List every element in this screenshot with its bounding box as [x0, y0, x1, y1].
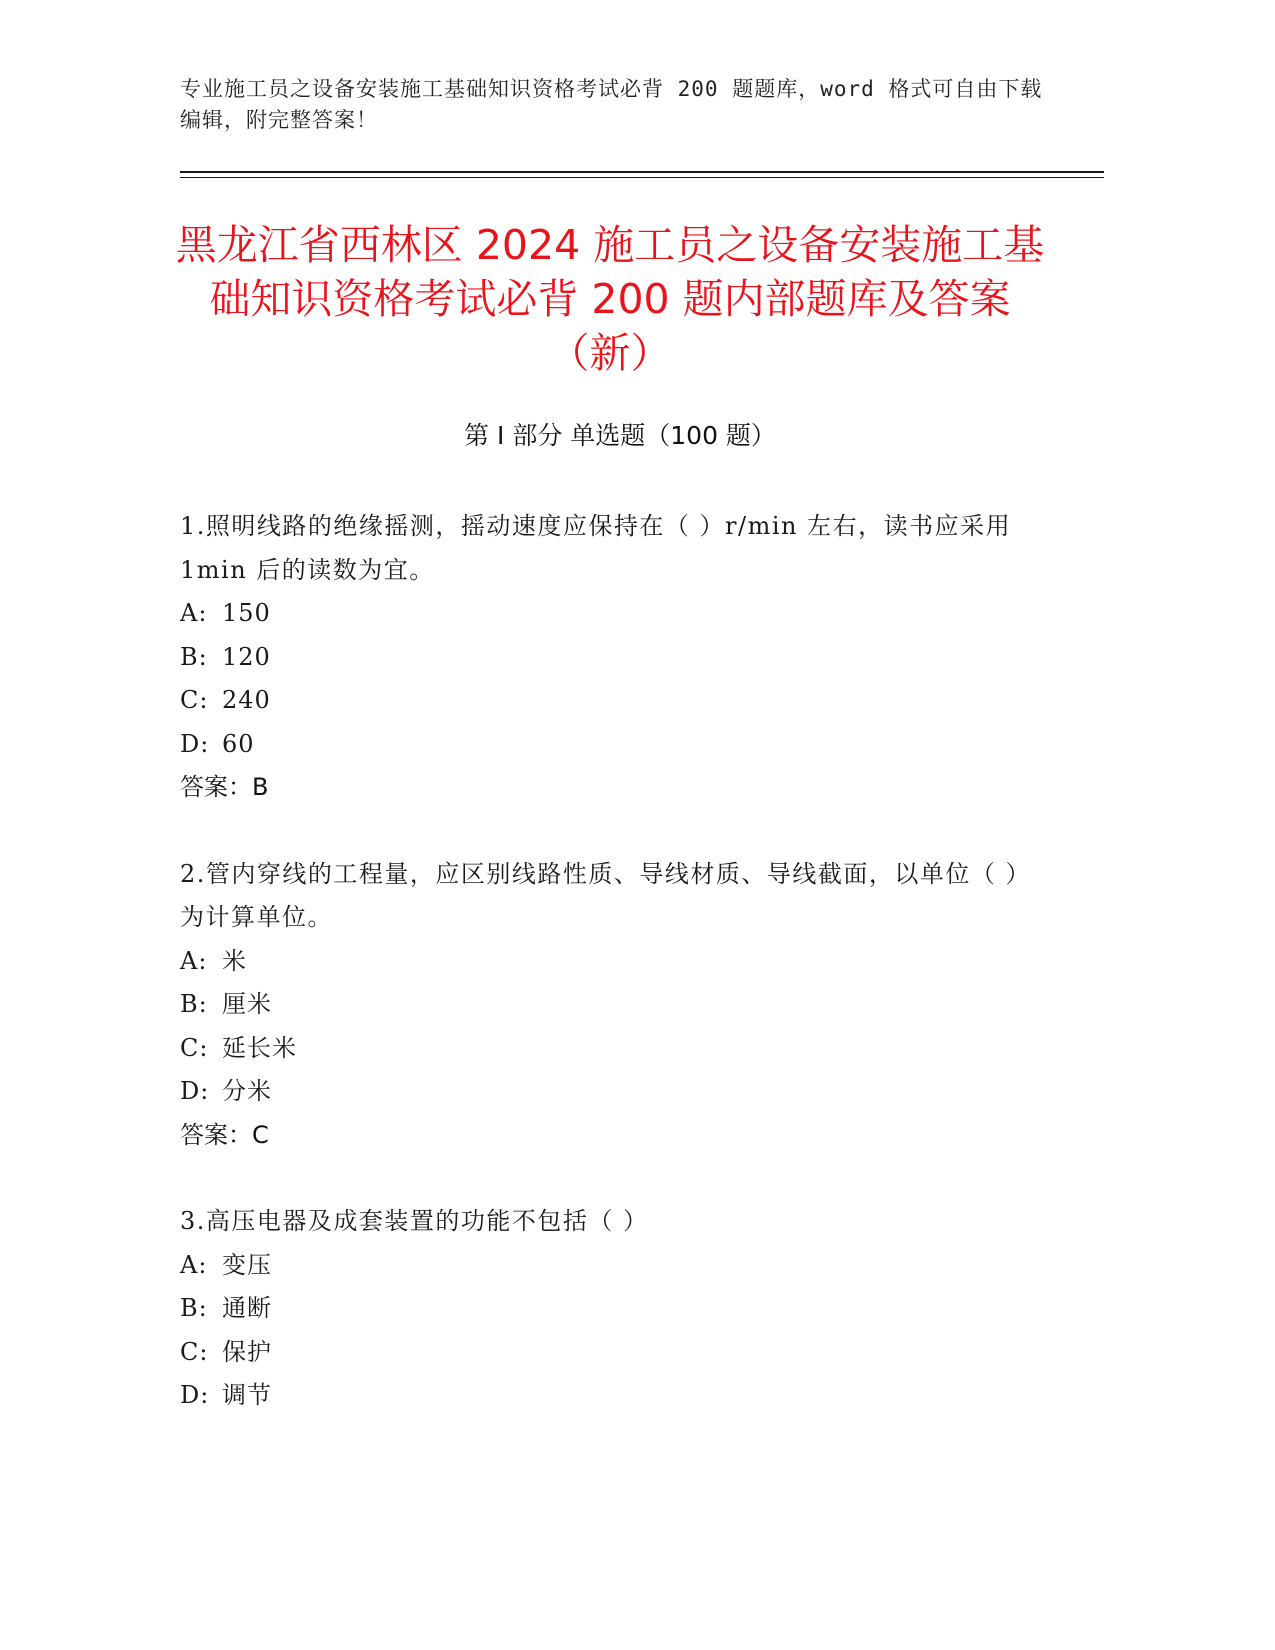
option-text: 120	[222, 642, 271, 671]
option-letter: C:	[180, 1033, 209, 1062]
question-list	[180, 505, 1040, 1461]
header-divider-thick	[180, 171, 1104, 173]
option-b	[180, 983, 1040, 1027]
option-text: 150	[222, 599, 271, 627]
option-letter: D:	[180, 1381, 210, 1409]
option-d	[180, 723, 1040, 767]
question-stem: 2.管内穿线的工程量，应区别线路性质、导线材质、导线截面，以单位（ ）为计算单位。	[180, 859, 1032, 931]
option-letter: A:	[180, 599, 208, 627]
option-text: 变压	[222, 1250, 272, 1279]
section-heading: 第 I 部分 单选题（100 题）	[464, 421, 776, 450]
answer-line: 答案：B	[180, 773, 269, 801]
document-title: 黑龙江省西林区 2024 施工员之设备安装施工基础知识资格考试必背 200 题内部题库及答案（新）	[175, 221, 1045, 377]
option-text: 通断	[222, 1294, 272, 1322]
option-b	[180, 636, 1040, 680]
option-c	[180, 1027, 1040, 1071]
option-text: 延长米	[222, 1033, 297, 1062]
option-d	[180, 1070, 1040, 1114]
answer-line: 答案：C	[180, 1120, 269, 1149]
option-text: 60	[222, 729, 255, 758]
question-stem: 1.照明线路的绝缘摇测，摇动速度应保持在（ ）r/min 左右，读书应采用 1min 后的读数为宜。	[180, 512, 1012, 584]
option-text: 米	[222, 946, 247, 975]
option-text: 保护	[222, 1337, 272, 1366]
option-text: 240	[222, 686, 271, 714]
option-letter: A:	[180, 946, 208, 975]
option-c	[180, 1331, 1040, 1375]
option-letter: B:	[180, 990, 208, 1018]
option-a	[180, 940, 1040, 984]
option-letter: C:	[180, 1337, 209, 1366]
option-a	[180, 592, 1040, 636]
option-letter: D:	[180, 729, 210, 758]
option-letter: C:	[180, 686, 209, 714]
option-letter: D:	[180, 1077, 210, 1105]
option-b	[180, 1287, 1040, 1331]
header-note: 专业施工员之设备安装施工基础知识资格考试必背 200 题题库，word 格式可自由下载编辑，附完整答案！	[180, 77, 1043, 132]
question-1	[180, 505, 1040, 810]
option-text: 厘米	[222, 990, 272, 1018]
question-2	[180, 853, 1040, 1158]
option-a	[180, 1244, 1040, 1288]
option-d	[180, 1374, 1040, 1418]
question-stem: 3.高压电器及成套装置的功能不包括（ ）	[180, 1207, 649, 1235]
option-letter: B:	[180, 1294, 208, 1322]
option-letter: B:	[180, 642, 208, 671]
option-letter: A:	[180, 1250, 208, 1279]
option-text: 分米	[222, 1077, 272, 1105]
header-divider-thin	[180, 177, 1104, 178]
option-text: 调节	[222, 1381, 272, 1409]
option-c	[180, 679, 1040, 723]
question-3	[180, 1200, 1040, 1418]
